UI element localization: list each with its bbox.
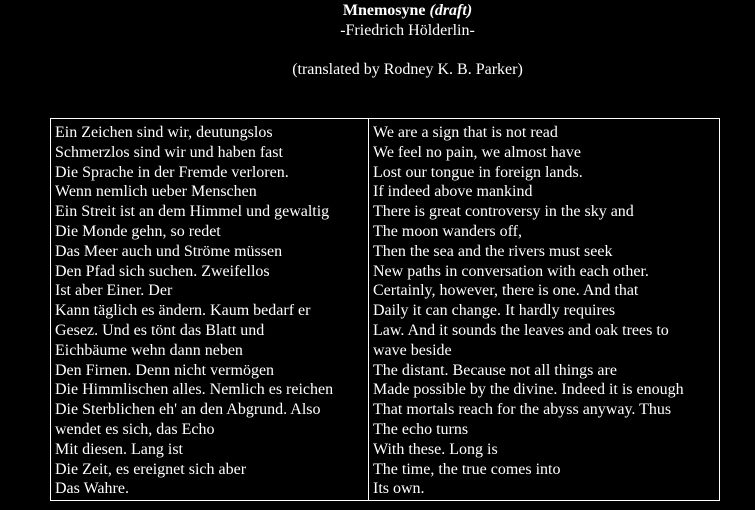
german-line: Die Sprache in der Fremde verloren. [55,163,289,181]
german-line: wendet es sich, das Echo [55,420,215,438]
german-line: Ein Streit ist an dem Himmel und gewaltig [55,203,330,221]
english-line: Law. And it sounds the leaves and oak trees to [373,321,669,339]
english-line: Daily it can change. It hardly requires [373,302,616,320]
english-line: The distant. Because not all things are [373,361,617,379]
column-divider [368,119,369,500]
german-line: Die Monde gehn, so redet [55,222,221,240]
german-line: Das Wahre. [55,480,129,498]
draft-note: (draft) [429,2,473,19]
german-line: Die Sterblichen eh' an den Abgrund. Also [55,401,321,419]
poem-title: Mnemosyne [342,2,426,19]
english-line: If indeed above mankind [373,183,533,201]
german-line: Eichbäume wehn dann neben [55,341,243,359]
german-column [55,123,333,499]
english-line: We are a sign that is not read [373,124,558,141]
english-line: Made possible by the divine. Indeed it is enough [373,381,684,399]
english-line: There is great controversy in the sky and [373,203,634,221]
english-line: That mortals reach for the abyss anyway. Thus [373,401,672,419]
author-line: -Friedrich Hölderlin- [340,22,475,39]
english-line: New paths in conversation with each other. [373,262,649,280]
english-line: The echo turns [373,420,469,438]
german-line: Den Pfad sich suchen. Zweifellos [55,262,270,280]
english-column [373,123,684,499]
english-line: wave beside [373,341,452,359]
english-line: We feel no pain, we almost have [373,143,581,161]
page-title [0,1,755,21]
german-line: Ist aber Einer. Der [55,282,173,300]
german-line: Mit diesen. Lang ist [55,440,183,458]
german-line: Ein Zeichen sind wir, deutungslos [55,124,273,141]
german-line: Schmerzlos sind wir und haben fast [55,143,283,161]
english-line: With these. Long is [373,440,498,458]
german-line: Die Zeit, es ereignet sich aber [55,460,247,478]
german-line: Kann täglich es ändern. Kaum bedarf er [55,302,311,320]
english-line: Its own. [373,480,425,498]
german-line: Wenn nemlich ueber Menschen [55,183,257,201]
english-line: The moon wanders off, [373,222,522,240]
english-line: Lost our tongue in foreign lands. [373,163,583,181]
german-line: Gesez. Und es tönt das Blatt und [55,321,265,339]
english-line: Then the sea and the rivers must seek [373,242,613,260]
english-line: The time, the true comes into [373,460,561,478]
english-line: Certainly, however, there is one. And that [373,282,639,300]
german-line: Das Meer auch und Ströme müssen [55,242,283,260]
poem-table [50,118,720,501]
translator-line: (translated by Rodney K. B. Parker) [292,61,523,78]
german-line: Die Himmlischen alles. Nemlich es reichen [55,381,334,399]
german-line: Den Firnen. Denn nicht vermögen [55,361,275,379]
